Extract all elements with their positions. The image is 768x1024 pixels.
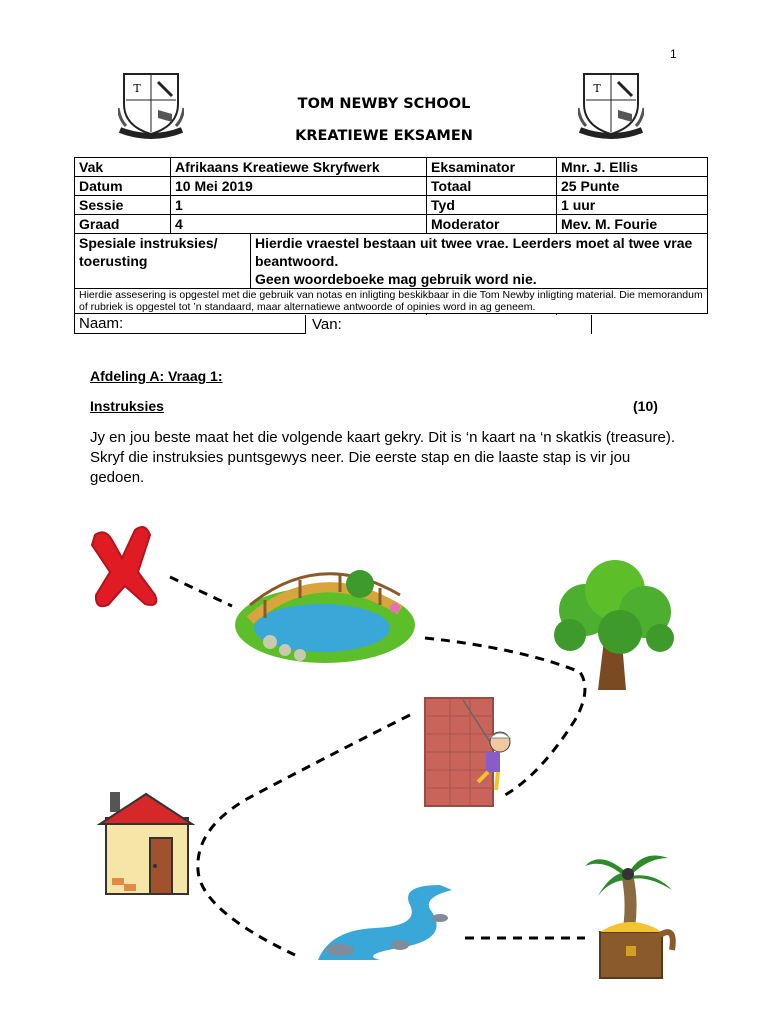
info-key: Moderator [427, 215, 557, 234]
info-key: Datum [75, 177, 171, 196]
x-mark-icon [92, 527, 156, 606]
question-marks: (10) [633, 398, 658, 414]
special-instructions-line-1: Hierdie vraestel bestaan uit twee vrae. Leerders moet al twee vrae beantwoord. [255, 235, 693, 269]
bridge-pond-icon [235, 570, 415, 663]
info-value: Mnr. J. Ellis [557, 158, 708, 177]
special-instructions-label: Spesiale instruksies/ toerusting [75, 234, 251, 289]
special-instructions-line-2: Geen woordeboeke mag gebruik word nie. [255, 271, 537, 287]
info-key: Vak [75, 158, 171, 177]
svg-text:T: T [593, 82, 601, 95]
exam-title: KREATIEWE EKSAMEN [295, 128, 473, 144]
info-value: 4 [171, 215, 427, 234]
info-key: Totaal [427, 177, 557, 196]
info-value: 1 [171, 196, 427, 215]
info-key: Eksaminator [427, 158, 557, 177]
page-number: 1 [670, 47, 677, 61]
info-value: 25 Punte [557, 177, 708, 196]
van-label: Van: [312, 316, 342, 333]
info-value: 10 Mei 2019 [171, 177, 427, 196]
info-value: Mev. M. Fourie [557, 215, 708, 234]
river-icon [318, 885, 452, 960]
assessment-note: Hierdie assesering is opgestel met die gebruik van notas en inligting beskikbaar in die Tom Newby inligting material. Die memorandum of rubriek is opgestel tot ’n standaard, maar alternatiewe antwoorde of opinies word in ag geneem. [75, 289, 708, 314]
info-value: 1 uur [557, 196, 708, 215]
question-heading: Instruksies [90, 398, 164, 414]
info-key: Graad [75, 215, 171, 234]
naam-label: Naam: [79, 315, 124, 332]
climbing-wall-icon [425, 698, 510, 806]
school-name: TOM NEWBY SCHOOL [297, 96, 471, 112]
house-icon [100, 792, 192, 894]
section-heading: Afdeling A: Vraag 1: [90, 368, 223, 384]
info-key: Sessie [75, 196, 171, 215]
svg-text:T: T [133, 82, 141, 95]
question-body: Jy en jou beste maat het die volgende kaart gekry. Dit is ‘n kaart na ‘n skatkis (treasure). Skryf die instruksies puntsgewys neer. Die eerste stap en die laaste stap is vir jou gedoen. [90, 429, 675, 486]
info-value: Afrikaans Kreatiewe Skryfwerk [171, 158, 427, 177]
info-key: Tyd [427, 196, 557, 215]
treasure-chest-icon [585, 856, 673, 979]
